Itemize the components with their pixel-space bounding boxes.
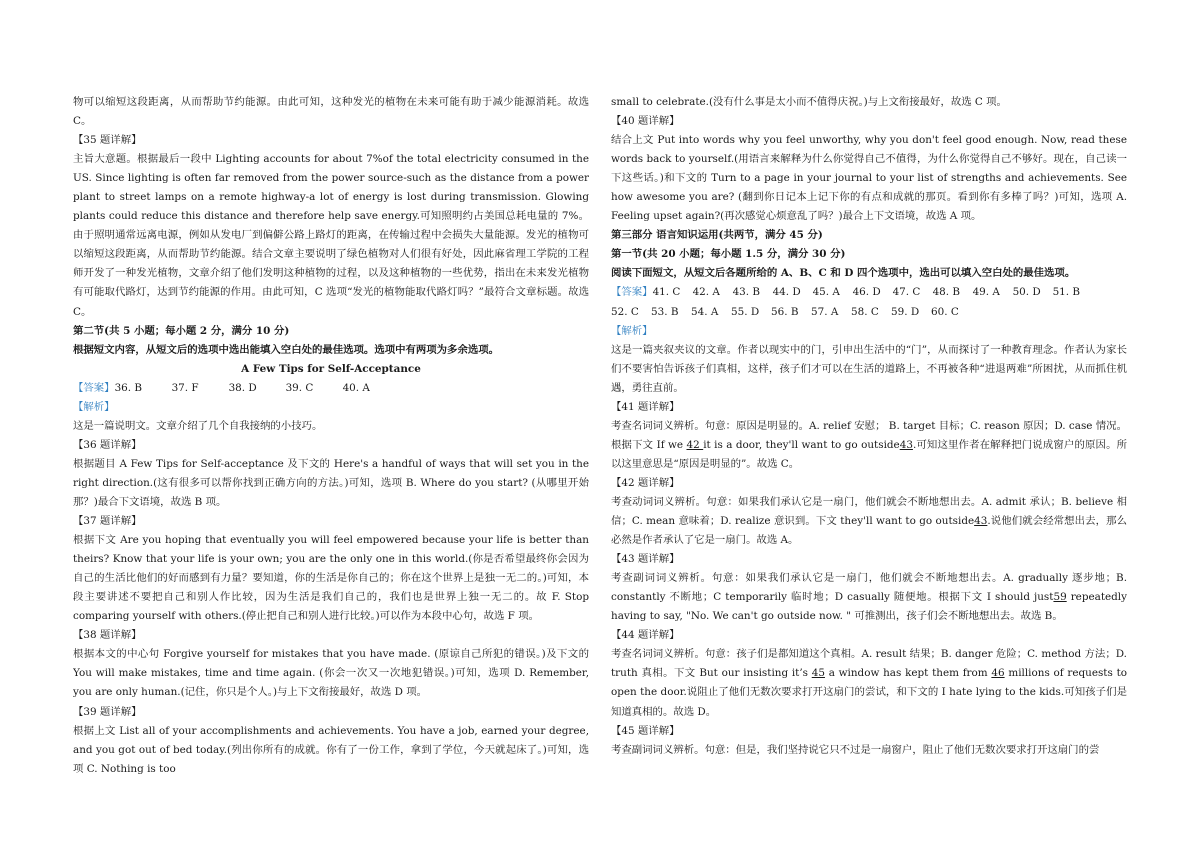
- q44-heading: 【44 题详解】: [611, 629, 680, 642]
- answer-item: 37. F: [171, 381, 199, 394]
- answer-item: 55. D: [731, 305, 760, 318]
- answer-item: 60. C: [931, 305, 959, 318]
- answer-item: 48. B: [932, 286, 961, 299]
- text-run: 考查副词词义辨析。句意：如果我们承认它是一扇门，他们就会不断地想出去。A. gradually 逐步地；B. constantly 不断地；C temporarily 临时地；D casually 随便地。根据下文 I should just: [611, 572, 1127, 604]
- answer-line: [611, 283, 1127, 302]
- analysis-text: 这是一篇夹叙夹议的文章。作者以现实中的门，引申出生活中的“门”，从而探讨了一种教育理念。作者认为家长们不要害怕告诉孩子们真相，这样，孩子们才可以在生活的道路上，不再被各种“进退两难”所困扰，从而抓住机遇，勇往直前。: [611, 343, 1127, 394]
- q45-heading: 【45 题详解】: [611, 724, 680, 737]
- section-1-heading: 第一节(共 20 小题；每小题 1.5 分，满分 30 分): [611, 248, 846, 261]
- answer-item: 52. C: [611, 305, 639, 318]
- answer-item: 44. D: [772, 286, 801, 299]
- answer-item: 56. B: [771, 305, 799, 318]
- analysis-tag: 【解析】: [73, 400, 115, 413]
- answer-item: 50. D: [1012, 286, 1041, 299]
- q45-explanation: 考查副词词义辨析。句意：但是，我们坚持说它只不过是一扇窗户，阻止了他们无数次要求打开这扇门的尝: [611, 743, 1100, 756]
- answer-item: 54. A: [691, 305, 719, 318]
- section-2-instructions: 根据短文内容，从短文后的选项中选出能填入空白处的最佳选项。选项中有两项为多余选项。: [73, 343, 500, 356]
- answer-tag: 【答案】: [73, 381, 115, 394]
- blank-number: 43: [899, 438, 913, 451]
- part-3-heading: 第三部分 语言知识运用(共两节，满分 45 分): [611, 229, 823, 242]
- q35-explanation: 主旨大意题。根据最后一段中 Lighting accounts for about 7%of the total electricity consumed in the US. Since lighting is often far removed from the power source-such as the distance from a power plant to street lamps on a remote highway-a lot of energy is lost during transmission. Glowing plants could reduce this distance and therefore help save energy.可知照明约占美国总耗电量的 7%。由于照明通常远离电源，例如从发电厂到偏僻公路上路灯的距离，在传输过程中会损失大量能源。发光的植物可以缩短这段距离，从而帮助节约能源。结合文章主要说明了绿色植物对人们很有好处，因此麻省理工学院的工程师开发了一种发光植物，文章介绍了他们发明这种植物的过程，以及这种植物的一些优势，指出在未来发光植物有可能取代路灯，达到节约能源的作用。由此可知，C 选项“发光的植物能取代路灯吗？”最符合文章标题。故选 C。: [73, 153, 589, 318]
- left-column: [73, 93, 589, 779]
- text-run: repeatedly having to say, "No. We can't go outside now. " 可推测出，孩子们会不断地想出去。故选 B。: [611, 591, 1127, 623]
- q36-explanation: 根据题目 A Few Tips for Self-acceptance 及下文的 Here's a handful of ways that will set you in the right direction.(这有很多可以帮你找到正确方向的方法。)可知，选项 B. Where do you start? (从哪里开始那？)最合下文语境，故选 B 项。: [73, 457, 589, 508]
- q40-explanation: 结合上文 Put into words why you feel unworthy, why you don't feel good enough. Now, read these words back to yourself.(用语言来解释为什么你觉得自己不值得，为什么你觉得自己不够好。现在，自己读一下这些话。)和下文的 Turn to a page in your journal to your list of strengths and achievements. See how awesome you are? (翻到你日记本上记下你的有点和成就的那页。看到你有多棒了吗？)可知，选项 A. Feeling upset again?(再次感觉心烦意乱了吗？)最合上下文语境，故选 A 项。: [611, 134, 1127, 223]
- q43-explanation: [611, 569, 1127, 626]
- blank-number: 46: [991, 667, 1005, 680]
- answer-item: 53. B: [651, 305, 679, 318]
- text-run: 考查名词词义辨析。句意：原因是明显的。A. relief 安慰； B. target 目标；C. reason 原因；D. case 情况。根据下文 If we: [611, 419, 1127, 451]
- q44-explanation: [611, 645, 1127, 721]
- q38-heading: 【38 题详解】: [73, 629, 142, 642]
- q35-heading: 【35 题详解】: [73, 134, 142, 147]
- passage-title: A Few Tips for Self-Acceptance: [241, 362, 421, 375]
- q37-explanation: 根据下文 Are you hoping that eventually you will feel empowered because your life is better than theirs? Know that your life is your own; you are the only one in this world.(你是否希望最终你会因为自己的生活比他们的好而感到有力量？要知道，你的生活是你自己的；你在这个世界上是独一无二的。)可知，本段主要讲述不要把自己和别人作比较，因为生活是我们自己的，我们也是世界上独一无二的。故 F. Stop comparing yourself with others.(停止把自己和别人进行比较。)可以作为本段中心句，故选 F 项。: [73, 534, 589, 623]
- text-run: it is a door, they'll want to go outside: [703, 438, 900, 451]
- q38-explanation: 根据本文的中心句 Forgive yourself for mistakes that you have made. (原谅自己所犯的错误。)及下文的 You will make mistakes, time and time again. (你会一次又一次地犯错误。)可知，选项 D. Remember, you are only human.(记住，你只是个人。)与上下文衔接最好，故选 D 项。: [73, 648, 589, 699]
- text-run: 考查名词词义辨析。句意：孩子们是都知道这个真相。A. result 结果；B. danger 危险；C. method 方法；D. truth 真相。下文 But our insisting it’s: [611, 648, 1127, 680]
- analysis-text: 这是一篇说明文。文章介绍了几个自我接纳的小技巧。: [73, 419, 323, 432]
- answer-item: 47. C: [892, 286, 921, 299]
- answer-line: [611, 303, 1127, 322]
- text-run: .可知这里作者在解释把门说成窗户的原因。所以这里意思是“原因是明显的”。故选 C。: [611, 438, 1127, 470]
- answer-item: 42. A: [692, 286, 720, 299]
- right-column: [611, 93, 1127, 760]
- q42-explanation: [611, 493, 1127, 550]
- answer-item: 57. A: [811, 305, 839, 318]
- answer-item: 58. C: [851, 305, 879, 318]
- q41-explanation: [611, 417, 1127, 474]
- q40-heading: 【40 题详解】: [611, 115, 680, 128]
- q41-heading: 【41 题详解】: [611, 400, 680, 413]
- answer-item: 46. D: [852, 286, 881, 299]
- answer-item: 40. A: [342, 381, 370, 394]
- answer-tag: 【答案】: [611, 286, 653, 299]
- text-run: millions of requests to open the door.说阻止了他们无数次要求打开这扇门的尝试，和下文的 I hate lying to the kids.可知孩子们是知道真相的。故选 D。: [611, 667, 1127, 718]
- blank-number: 43: [974, 515, 988, 528]
- paragraph: 物可以缩短这段距离，从而帮助节约能源。由此可知，这种发光的植物在未来可能有助于减少能源消耗。故选C。: [73, 96, 589, 128]
- q37-heading: 【37 题详解】: [73, 515, 142, 528]
- answer-item: 36. B: [114, 381, 143, 394]
- answer-item: 39. C: [285, 381, 314, 394]
- section-2-heading: 第二节(共 5 小题；每小题 2 分，满分 10 分): [73, 324, 290, 337]
- text-run: 考查动词词义辨析。句意：如果我们承认它是一扇门，他们就会不断地想出去。A. admit 承认；B. believe 相信；C. mean 意味着；D. realize 意识到。下文 they'll want to go outside: [611, 495, 1127, 528]
- blank-number: 59: [1053, 591, 1067, 604]
- section-1-instructions: 阅读下面短文，从短文后各题所给的 A、B、C 和 D 四个选项中，选出可以填入空白处的最佳选项。: [611, 267, 1076, 280]
- answer-item: 41. C: [652, 286, 681, 299]
- answer-item: 51. B: [1052, 286, 1081, 299]
- q39-explanation: 根据上文 List all of your accomplishments and achievements. You have a job, earned your degree, and you got out of bed today.(列出你所有的成就。你有了一份工作，拿到了学位，今天就起床了。)可知，选项 C. Nothing is too: [73, 724, 589, 775]
- answer-item: 43. B: [732, 286, 761, 299]
- q36-heading: 【36 题详解】: [73, 438, 142, 451]
- answer-item: 38. D: [228, 381, 257, 394]
- answer-line: [73, 379, 589, 398]
- text-run: .说他们就会经常想出去，那么必然是作者承认了它是一扇门。故选 A。: [611, 515, 1127, 547]
- blank-number: 45: [811, 667, 825, 680]
- answer-item: 59. D: [891, 305, 920, 318]
- text-run: a window has kept them from: [824, 667, 992, 680]
- q39-heading: 【39 题详解】: [73, 705, 142, 718]
- answer-item: 45. A: [812, 286, 840, 299]
- q43-heading: 【43 题详解】: [611, 553, 680, 566]
- analysis-tag: 【解析】: [611, 324, 653, 337]
- q42-heading: 【42 题详解】: [611, 476, 680, 489]
- q39-continued: small to celebrate.(没有什么事是太小而不值得庆祝。)与上文衔接最好，故选 C 项。: [611, 96, 1007, 108]
- blank-number: 42: [686, 438, 704, 451]
- answer-item: 49. A: [972, 286, 1000, 299]
